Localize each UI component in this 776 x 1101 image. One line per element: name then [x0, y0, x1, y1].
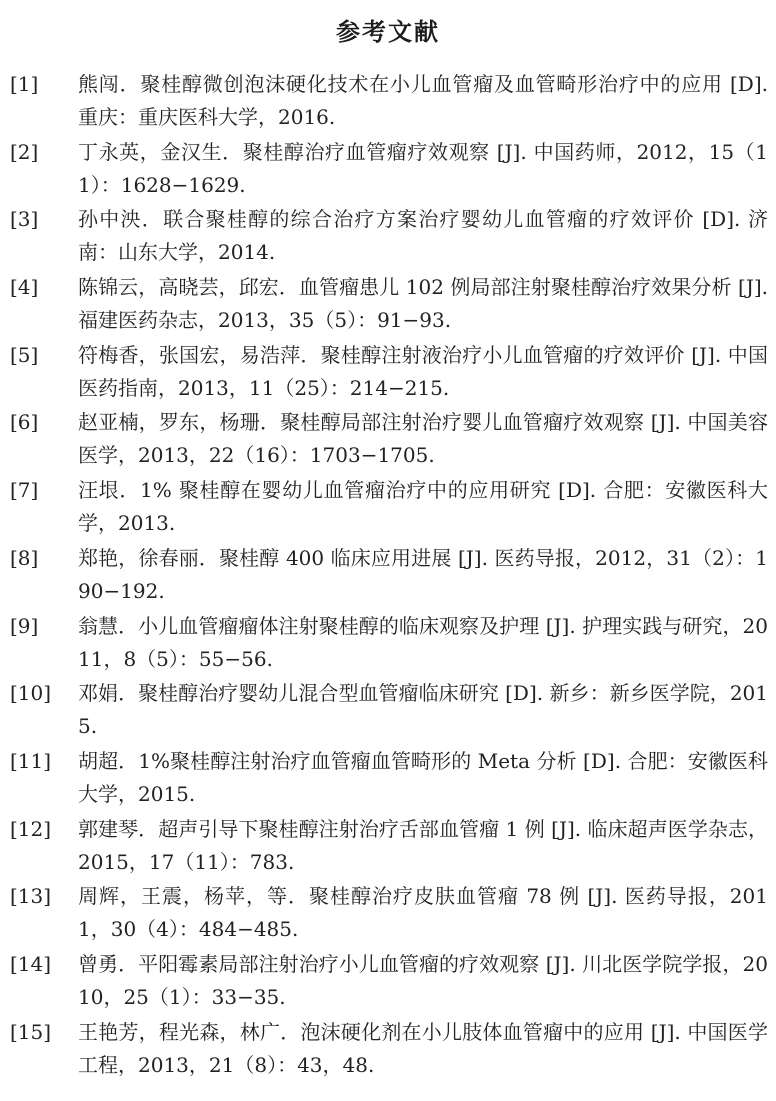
reference-text: 丁永英，金汉生．聚桂醇治疗血管瘤疗效观察 [J]. 中国药师，2012，15（11）：1628−1629.: [78, 139, 768, 197]
reference-text: 周辉，王震，杨苹，等．聚桂醇治疗皮肤血管瘤 78 例 [J]. 医药导报，2011，30（4）：484−485.: [78, 884, 768, 942]
reference-text: 陈锦云，高晓芸，邱宏．血管瘤患儿 102 例局部注射聚桂醇治疗效果分析 [J]. 福建医药杂志，2013，35（5）：91−93.: [78, 275, 768, 333]
reference-item: [0, 813, 776, 881]
reference-list: [0, 68, 776, 1083]
reference-number: [10]: [10, 681, 52, 706]
reference-text: 汪垠．1% 聚桂醇在婴幼儿血管瘤治疗中的应用研究 [D]. 合肥：安徽医科大学，2013.: [78, 478, 768, 536]
reference-number: [6]: [10, 410, 39, 435]
reference-item: [0, 68, 776, 136]
reference-text: 翁慧．小儿血管瘤瘤体注射聚桂醇的临床观察及护理 [J]. 护理实践与研究，2011，8（5）：55−56.: [78, 613, 768, 671]
reference-text: 孙中泱．联合聚桂醇的综合治疗方案治疗婴幼儿血管瘤的疗效评价 [D]. 济南：山东大学，2014.: [78, 207, 768, 265]
reference-item: [0, 610, 776, 678]
reference-text: 曾勇．平阳霉素局部注射治疗小儿血管瘤的疗效观察 [J]. 川北医学院学报，2010，25（1）：33−35.: [78, 951, 768, 1009]
reference-text: 胡超．1%聚桂醇注射治疗血管瘤血管畸形的 Meta 分析 [D]. 合肥：安徽医科大学，2015.: [78, 748, 768, 806]
reference-number: [15]: [10, 1019, 52, 1044]
reference-number: [11]: [10, 748, 52, 773]
reference-number: [13]: [10, 884, 52, 909]
reference-number: [2]: [10, 139, 39, 164]
reference-item: [0, 745, 776, 813]
reference-text: 郭建琴．超声引导下聚桂醇注射治疗舌部血管瘤 1 例 [J]. 临床超声医学杂志，2015，17（11）：783.: [78, 816, 768, 874]
reference-item: [0, 339, 776, 407]
reference-text: 郑艳，徐春丽．聚桂醇 400 临床应用进展 [J]. 医药导报，2012，31（2）：190−192.: [78, 545, 768, 603]
reference-text: 王艳芳，程光森，林广．泡沫硬化剂在小儿肢体血管瘤中的应用 [J]. 中国医学工程，2013，21（8）：43，48.: [78, 1019, 768, 1077]
reference-item: [0, 203, 776, 271]
reference-item: [0, 271, 776, 339]
reference-item: [0, 406, 776, 474]
reference-text: 邓娟．聚桂醇治疗婴幼儿混合型血管瘤临床研究 [D]. 新乡：新乡医学院，2015.: [78, 681, 768, 739]
reference-number: [1]: [10, 72, 39, 96]
reference-item: [0, 948, 776, 1016]
reference-number: [9]: [10, 613, 39, 638]
reference-text: 符梅香，张国宏，易浩萍．聚桂醇注射液治疗小儿血管瘤的疗效评价 [J]. 中国医药指南，2013，11（25）：214−215.: [78, 342, 768, 400]
reference-number: [3]: [10, 207, 39, 232]
reference-item: [0, 880, 776, 948]
reference-text: 熊闯．聚桂醇微创泡沫硬化技术在小儿血管瘤及血管畸形治疗中的应用 [D]. 重庆：重庆医科大学，2016.: [78, 72, 768, 129]
reference-item: [0, 542, 776, 610]
reference-item: [0, 677, 776, 745]
reference-number: [8]: [10, 545, 39, 570]
reference-item: [0, 136, 776, 204]
reference-number: [4]: [10, 275, 39, 300]
reference-number: [12]: [10, 816, 52, 841]
reference-text: 赵亚楠，罗东，杨珊．聚桂醇局部注射治疗婴儿血管瘤疗效观察 [J]. 中国美容医学，2013，22（16）：1703−1705.: [78, 410, 768, 468]
reference-number: [7]: [10, 478, 39, 503]
reference-item: [0, 474, 776, 542]
reference-number: [5]: [10, 342, 39, 367]
reference-number: [14]: [10, 951, 52, 976]
reference-item: [0, 1016, 776, 1084]
page-title: 参考文献: [336, 18, 440, 46]
